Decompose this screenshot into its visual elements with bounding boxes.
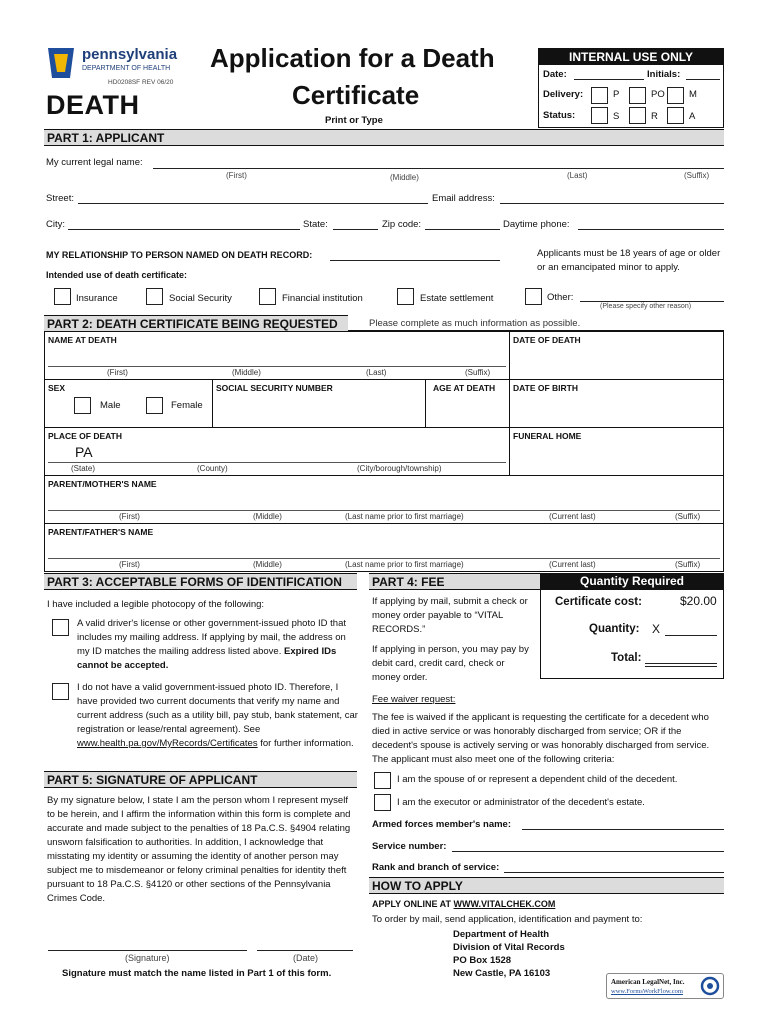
logo-dept: DEPARTMENT OF HEALTH [82, 65, 171, 72]
mother-name-label: PARENT/MOTHER'S NAME [48, 479, 157, 489]
use-social-security-label: Social Security [169, 293, 232, 304]
death-sub-first: (First) [107, 368, 128, 377]
id-option2-checkbox[interactable] [52, 683, 69, 700]
status-r-label: R [651, 111, 658, 122]
service-number-line[interactable] [452, 851, 724, 852]
keystone-icon [44, 46, 78, 80]
sex-female-checkbox[interactable] [146, 397, 163, 414]
address-line4: New Castle, PA 16103 [453, 968, 551, 979]
name-sub-middle: (Middle) [390, 173, 419, 182]
delivery-m-label: M [689, 89, 697, 100]
sex-male-label: Male [100, 400, 121, 411]
place-sub-state: (State) [71, 464, 96, 473]
place-of-death-cell[interactable] [44, 427, 510, 476]
howto-heading: HOW TO APPLY [369, 877, 724, 894]
zip-label: Zip code: [382, 219, 422, 230]
sex-female-label: Female [171, 400, 203, 411]
ssn-cell[interactable] [212, 379, 426, 428]
other-reason-note: (Please specify other reason) [600, 303, 692, 310]
internal-initials-label: Initials: [647, 69, 681, 80]
mother-sub-maiden: (Last name prior to first marriage) [345, 512, 464, 521]
name-sub-suffix: (Suffix) [684, 171, 710, 180]
use-financial-checkbox[interactable] [259, 288, 276, 305]
sex-label: SEX [48, 383, 66, 393]
internal-status-label: Status: [543, 110, 576, 121]
part1-heading: PART 1: APPLICANT [44, 129, 724, 146]
address-line3: PO Box 1528 [453, 955, 512, 966]
total-label: Total: [611, 652, 642, 664]
footer-site[interactable]: www.FormsWorkFlow.com [611, 988, 683, 995]
father-sub-current: (Current last) [549, 560, 596, 569]
signature-note: Signature must match the name listed in Part 1 of this form. [62, 968, 332, 979]
intended-use-label: Intended use of death certificate: [46, 270, 188, 280]
quantity-label: Quantity: [589, 623, 640, 635]
health-records-link[interactable]: www.health.pa.gov/MyRecords/Certificates [77, 738, 258, 749]
fee-mail-text: If applying by mail, submit a check or money order payable to “VITAL RECORDS.” [372, 596, 528, 635]
part5-text: By my signature below, I state I am the person whom I represent myself to be herein, and I affirm the information within this form is complete and accurate and made subject to the penalties of 18 Pa.C.S. §4904 relating unsworn falsification to authorities. In addition, I acknowledge that misstating my identity or assuming the identity of another person may subject me to misdemeanor or felony criminal penalties for identity theft pursuant to 18 Pa.C.S. §4120 or other sections of the Pennsylvania Crimes Code. [47, 795, 351, 904]
status-s-label: S [613, 111, 620, 122]
status-r-checkbox[interactable] [629, 107, 646, 124]
place-sub-city: (City/borough/township) [357, 464, 442, 473]
delivery-po-checkbox[interactable] [629, 87, 646, 104]
relationship-line[interactable] [330, 260, 500, 261]
street-label: Street: [46, 193, 74, 204]
waiver-crit1-label: I am the spouse of or represent a dependent child of the decedent. [397, 774, 678, 785]
delivery-po-label: PO [651, 89, 665, 100]
fee-waiver-heading: Fee waiver request: [372, 694, 456, 705]
funeral-home-cell[interactable] [509, 427, 724, 476]
relationship-label: MY RELATIONSHIP TO PERSON NAMED ON DEATH RECORD: [46, 250, 313, 260]
city-line[interactable] [68, 229, 300, 230]
internal-delivery-label: Delivery: [543, 89, 584, 100]
status-s-checkbox[interactable] [591, 107, 608, 124]
place-state-value: PA [75, 444, 93, 460]
mother-name-cell[interactable] [44, 475, 724, 524]
father-name-label: PARENT/FATHER'S NAME [48, 527, 154, 537]
father-name-cell[interactable] [44, 523, 724, 572]
mail-instructions: To order by mail, send application, identification and payment to: [372, 914, 643, 925]
phone-label: Daytime phone: [503, 219, 570, 230]
use-insurance-checkbox[interactable] [54, 288, 71, 305]
funeral-home-label: FUNERAL HOME [513, 431, 582, 441]
form-code: HD0208SF REV 06/20 [108, 79, 174, 86]
mother-sub-current: (Current last) [549, 512, 596, 521]
name-sub-first: (First) [226, 171, 247, 180]
id-option2-body: I do not have a valid government-issued photo ID. Therefore, I have provided two current documents that verify my name and current address (such as a utility bill, pay stub, bank statement, car registration or lease/rental agreement). See [77, 682, 358, 735]
quantity-line[interactable] [665, 635, 717, 636]
address-line2: Division of Vital Records [453, 942, 565, 953]
use-financial-label: Financial institution [282, 293, 363, 304]
sig-date-line[interactable] [257, 950, 353, 951]
part3-intro: I have included a legible photocopy of the following: [47, 599, 265, 610]
sex-cell [44, 379, 213, 428]
status-a-label: A [689, 111, 696, 122]
legal-name-line[interactable] [153, 168, 724, 169]
footer-badge [606, 973, 724, 999]
death-sub-middle: (Middle) [232, 368, 261, 377]
armed-forces-line[interactable] [522, 829, 724, 830]
age-at-death-cell[interactable] [425, 379, 510, 428]
fee-box [540, 590, 724, 679]
part2-note: Please complete as much information as possible. [369, 318, 581, 329]
service-number-label: Service number: [372, 841, 447, 852]
death-sub-last: (Last) [366, 368, 387, 377]
apply-online [372, 899, 555, 909]
ssn-label: SOCIAL SECURITY NUMBER [216, 383, 333, 393]
rank-branch-label: Rank and branch of service: [372, 862, 500, 873]
city-label: City: [46, 219, 65, 230]
name-at-death-label: NAME AT DEATH [48, 335, 117, 345]
form-title-line1: Application for a Death [210, 43, 495, 73]
death-sub-suffix: (Suffix) [465, 368, 491, 377]
legal-name-label: My current legal name: [46, 157, 143, 168]
age-note: Applicants must be 18 years of age or older or an emancipated minor to apply. [537, 248, 721, 273]
email-line[interactable] [500, 203, 724, 204]
delivery-m-checkbox[interactable] [667, 87, 684, 104]
state-line[interactable] [333, 229, 378, 230]
internal-use-box [538, 48, 724, 128]
fee-person-text: If applying in person, you may pay by debit card, credit card, check or money order. [372, 644, 529, 683]
father-sub-suffix: (Suffix) [675, 560, 701, 569]
internal-title: INTERNAL USE ONLY [539, 49, 723, 65]
print-type: Print or Type [325, 115, 383, 126]
doc-word: DEATH [46, 90, 140, 120]
place-of-death-label: PLACE OF DEATH [48, 431, 122, 441]
part5-heading: PART 5: SIGNATURE OF APPLICANT [44, 771, 357, 788]
use-estate-checkbox[interactable] [397, 288, 414, 305]
date-of-death-label: DATE OF DEATH [513, 335, 581, 345]
street-line[interactable] [78, 203, 428, 204]
part2-heading: PART 2: DEATH CERTIFICATE BEING REQUESTED [44, 315, 348, 332]
sex-male-checkbox[interactable] [74, 397, 91, 414]
place-sub-county: (County) [197, 464, 228, 473]
id-option2-tail: for further information. [260, 738, 354, 749]
quantity-x: X [652, 622, 661, 636]
mother-sub-suffix: (Suffix) [675, 512, 701, 521]
waiver-crit2-checkbox[interactable] [374, 794, 391, 811]
use-estate-label: Estate settlement [420, 293, 494, 304]
date-of-death-cell[interactable] [509, 331, 724, 380]
use-social-security-checkbox[interactable] [146, 288, 163, 305]
dob-label: DATE OF BIRTH [513, 383, 579, 393]
cert-cost-value: $20.00 [680, 594, 717, 608]
age-at-death-label: AGE AT DEATH [433, 383, 496, 393]
internal-date-label: Date: [543, 69, 567, 80]
signature-line[interactable] [48, 950, 247, 951]
id-option1-expired: Expired IDs cannot be accepted. [77, 646, 337, 671]
logo-name: pennsylvania [82, 46, 178, 63]
use-insurance-label: Insurance [76, 293, 118, 304]
waiver-crit2-label: I am the executor or administrator of the decedent's estate. [397, 797, 645, 808]
total-line[interactable] [645, 663, 717, 664]
date-sub: (Date) [293, 953, 319, 963]
delivery-p-checkbox[interactable] [591, 87, 608, 104]
part4-heading: PART 4: FEE [369, 573, 540, 590]
use-other-label: Other: [547, 292, 574, 303]
apply-online-label: APPLY ONLINE AT [372, 899, 452, 909]
id-option1-body: A valid driver's license or other government-issued photo ID that includes my mailing address. If applying by mail, the address on my ID matches the mailing address listed above. [77, 618, 347, 657]
father-sub-maiden: (Last name prior to first marriage) [345, 560, 464, 569]
mother-sub-first: (First) [119, 512, 140, 521]
mother-sub-middle: (Middle) [253, 512, 282, 521]
father-sub-middle: (Middle) [253, 560, 282, 569]
status-a-checkbox[interactable] [667, 107, 684, 124]
qty-required-banner: Quantity Required [540, 573, 724, 590]
other-reason-line[interactable] [580, 301, 724, 302]
father-sub-first: (First) [119, 560, 140, 569]
use-other-checkbox[interactable] [525, 288, 542, 305]
part3-heading: PART 3: ACCEPTABLE FORMS OF IDENTIFICATION [44, 573, 357, 590]
footer-brand: American LegalNet, Inc. [611, 978, 685, 986]
id-option2-text [77, 681, 359, 751]
armed-forces-label: Armed forces member's name: [372, 819, 512, 830]
name-at-death-cell[interactable] [44, 331, 510, 380]
email-label: Email address: [432, 193, 495, 204]
dob-cell[interactable] [509, 379, 724, 428]
footer-logo-icon [700, 976, 720, 996]
rank-branch-line[interactable] [504, 872, 724, 873]
signature-sub: (Signature) [125, 953, 170, 963]
phone-line[interactable] [578, 229, 724, 230]
address-line1: Department of Health [453, 929, 550, 940]
vitalchek-link[interactable]: WWW.VITALCHEK.COM [453, 899, 556, 909]
pa-logo [44, 44, 184, 84]
state-label: State: [303, 219, 328, 230]
form-title-line2: Certificate [292, 80, 420, 110]
id-option1-text [77, 617, 357, 673]
name-sub-last: (Last) [567, 171, 588, 180]
delivery-p-label: P [613, 89, 620, 100]
fee-waiver-text: The fee is waived if the applicant is requesting the certificate for a decedent who died in active service or was honorably discharged from service; OR if the decedent's spouse is actively serving or was honorably discharged from service. The applicant must also meet one of the following criteria: [372, 712, 710, 765]
cert-cost-label: Certificate cost: [555, 596, 642, 608]
waiver-crit1-checkbox[interactable] [374, 772, 391, 789]
zip-line[interactable] [425, 229, 500, 230]
id-option1-checkbox[interactable] [52, 619, 69, 636]
